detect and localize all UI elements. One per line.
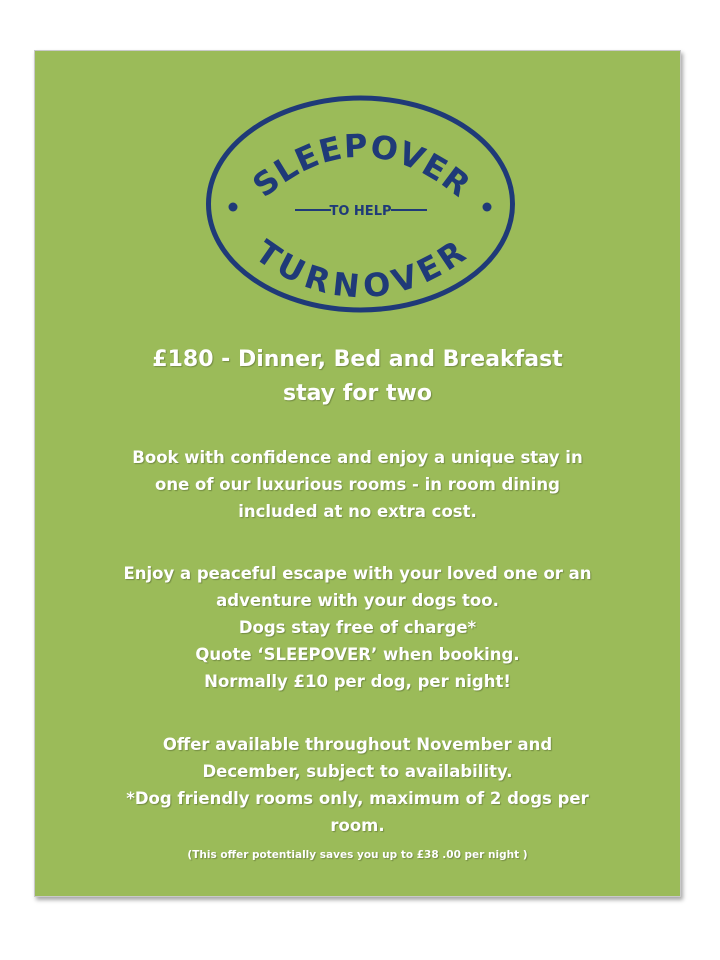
flyer-page bbox=[34, 50, 681, 897]
availability-line-1: Offer available throughout November and bbox=[162, 735, 553, 754]
sleepover-logo bbox=[203, 94, 518, 314]
booking-line-2: one of our luxurious rooms - in room dining bbox=[155, 475, 560, 494]
dogs-line-3: Dogs stay free of charge* bbox=[238, 618, 477, 637]
headline-line-2: stay for two bbox=[283, 381, 432, 406]
availability-line-2: December, subject to availability. bbox=[202, 762, 513, 781]
dogs-line-4: Quote ‘SLEEPOVER’ when booking. bbox=[195, 645, 520, 664]
logo-word-to-help: TO HELP bbox=[329, 204, 392, 219]
availability-line-4: room. bbox=[330, 816, 385, 835]
dogs-line-5: Normally £10 per dog, per night! bbox=[204, 672, 511, 691]
savings-footnote: (This offer potentially saves you up to £38 .00 per night ) bbox=[187, 849, 528, 861]
booking-paragraph bbox=[35, 444, 680, 525]
availability-paragraph bbox=[35, 731, 680, 839]
dogs-line-1: Enjoy a peaceful escape with your loved one or an bbox=[123, 564, 592, 583]
logo-dot-right bbox=[483, 203, 492, 212]
headline-line-1: £180 - Dinner, Bed and Breakfast bbox=[152, 347, 563, 372]
logo-dot-left bbox=[229, 203, 238, 212]
booking-line-1: Book with confidence and enjoy a unique stay in bbox=[132, 448, 583, 467]
dogs-paragraph bbox=[35, 560, 680, 695]
offer-headline bbox=[35, 343, 680, 411]
booking-line-3: included at no extra cost. bbox=[238, 502, 477, 521]
dogs-line-2: adventure with your dogs too. bbox=[216, 591, 499, 610]
logo-word-sleepover: SLEEPOVER bbox=[245, 126, 479, 205]
availability-line-3: *Dog friendly rooms only, maximum of 2 dogs per bbox=[126, 789, 589, 808]
logo-word-turnover: TURNOVER bbox=[248, 232, 474, 306]
